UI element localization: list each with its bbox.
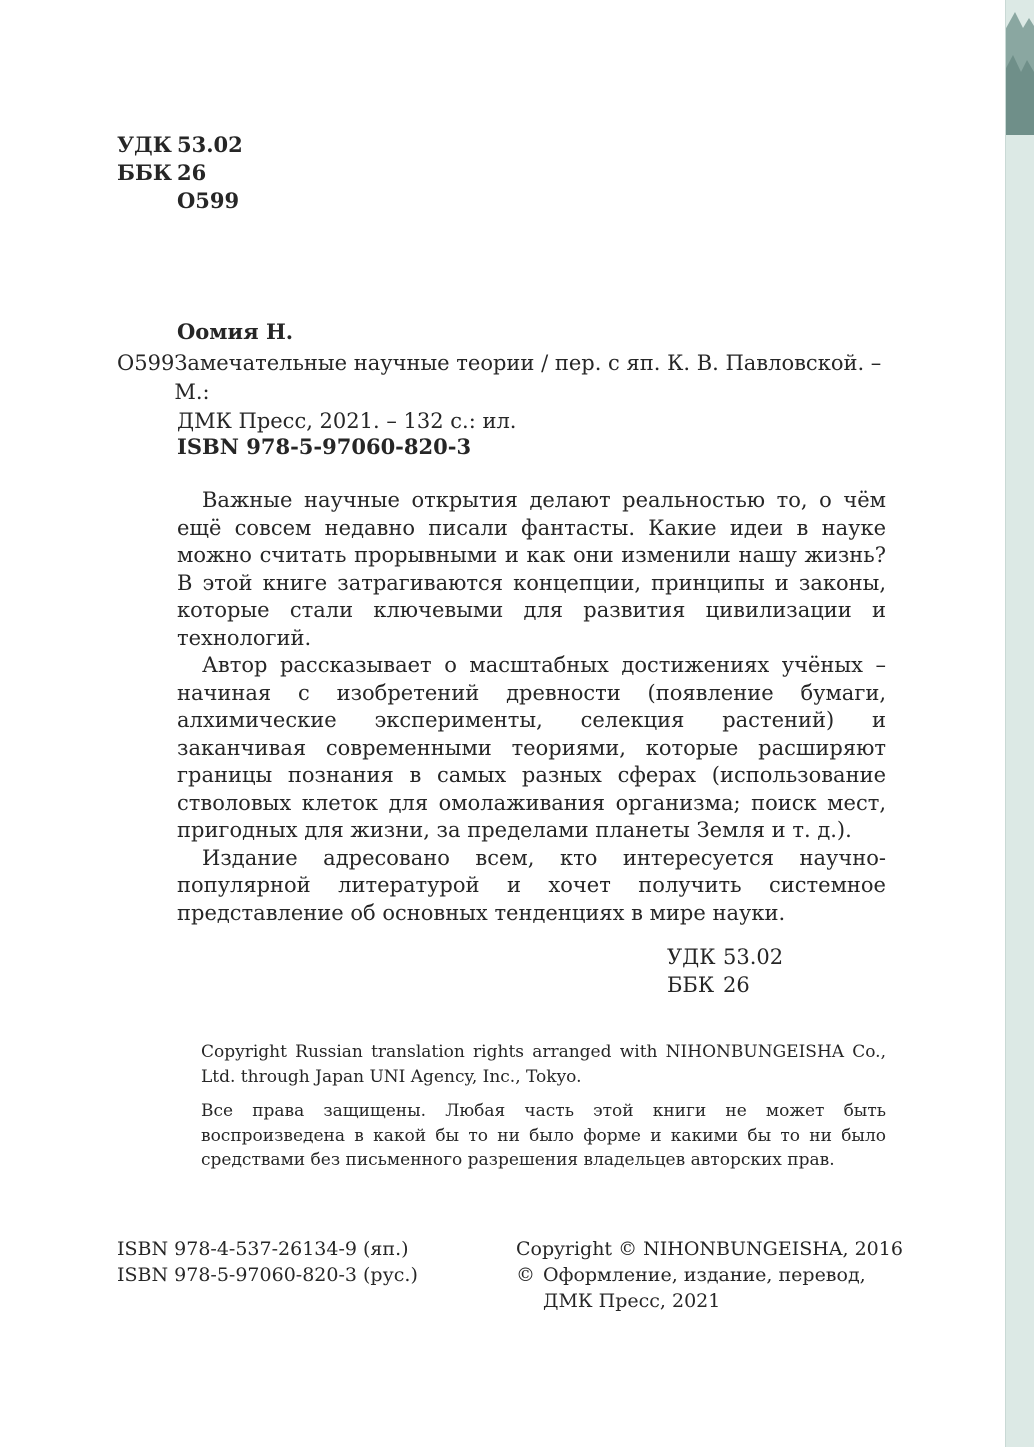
cover-edge-strip bbox=[1005, 0, 1034, 1447]
classification-codes-bottom bbox=[667, 943, 783, 999]
author-name: Оомия Н. bbox=[177, 319, 294, 344]
isbn-russian: ISBN 978-5-97060-820-3 (рус.) bbox=[117, 1264, 418, 1286]
publisher-line: ДМК Пресс, 2021. – 132 с.: ил. bbox=[177, 409, 517, 433]
copyright-original: Copyright © NIHONBUNGEISHA, 2016 bbox=[516, 1238, 903, 1260]
classification-codes bbox=[117, 131, 243, 215]
all-rights-reserved: Все права защищены. Любая часть этой книги не может быть воспроизведена в какой бы то ни было форме и какими бы то ни было средствами без письменного разрешения владельцев авторских прав. bbox=[201, 1101, 886, 1170]
udc-code: УДК 53.02 bbox=[117, 132, 243, 157]
isbn-main: ISBN 978-5-97060-820-3 bbox=[177, 434, 472, 459]
bbk-code: ББК 26 bbox=[117, 160, 207, 185]
isbn-japanese: ISBN 978-4-537-26134-9 (яп.) bbox=[117, 1238, 409, 1260]
isbn-list bbox=[117, 1236, 418, 1288]
copyright-publisher: ДМК Пресс, 2021 bbox=[543, 1290, 721, 1312]
annotation-paragraph: Издание адресовано всем, кто интересуется научно-популярной литературой и хочет получить системное представление об основных тенденциях в мире науки. bbox=[177, 845, 886, 925]
rights-notice bbox=[201, 1040, 886, 1173]
author-mark: О599 bbox=[177, 188, 240, 213]
title-line: Замечательные научные теории / пер. с яп. К. В. Павловской. – М.: bbox=[174, 351, 882, 404]
bibliographic-record bbox=[117, 349, 887, 436]
bbk-code: ББК 26 bbox=[667, 973, 750, 997]
copyright-block bbox=[516, 1236, 903, 1314]
annotation-paragraph: Важные научные открытия делают реальностью то, о чём ещё совсем недавно писали фантасты. Какие идеи в науке можно считать прорывными и как они изменили нашу жизнь? В этой книге затрагиваются концепции, принципы и законы, которые стали ключевыми для развития цивилизации и технологий. bbox=[177, 488, 886, 650]
cutter-mark: О599 bbox=[117, 351, 175, 375]
copyright-design: Оформление, издание, перевод, bbox=[543, 1264, 866, 1286]
annotation bbox=[177, 487, 886, 927]
translation-rights: Copyright Russian translation rights arranged with NIHONBUNGEISHA Co., Ltd. through Japan UNI Agency, Inc., Tokyo. bbox=[201, 1042, 886, 1087]
annotation-paragraph: Автор рассказывает о масштабных достижениях учёных – начиная с изобретений древности (появление бумаги, алхимические эксперименты, селекция растений) и заканчивая современными теориями, которые расширяют границы познания в самых разных сферах (использование стволовых клеток для омолаживания организма; поиск мест, пригодных для жизни, за пределами планеты Земля и т. д.). bbox=[177, 653, 886, 842]
copyright-symbol: © bbox=[516, 1264, 535, 1286]
mountain-decoration bbox=[1005, 0, 1034, 1447]
udc-code: УДК 53.02 bbox=[667, 945, 784, 969]
